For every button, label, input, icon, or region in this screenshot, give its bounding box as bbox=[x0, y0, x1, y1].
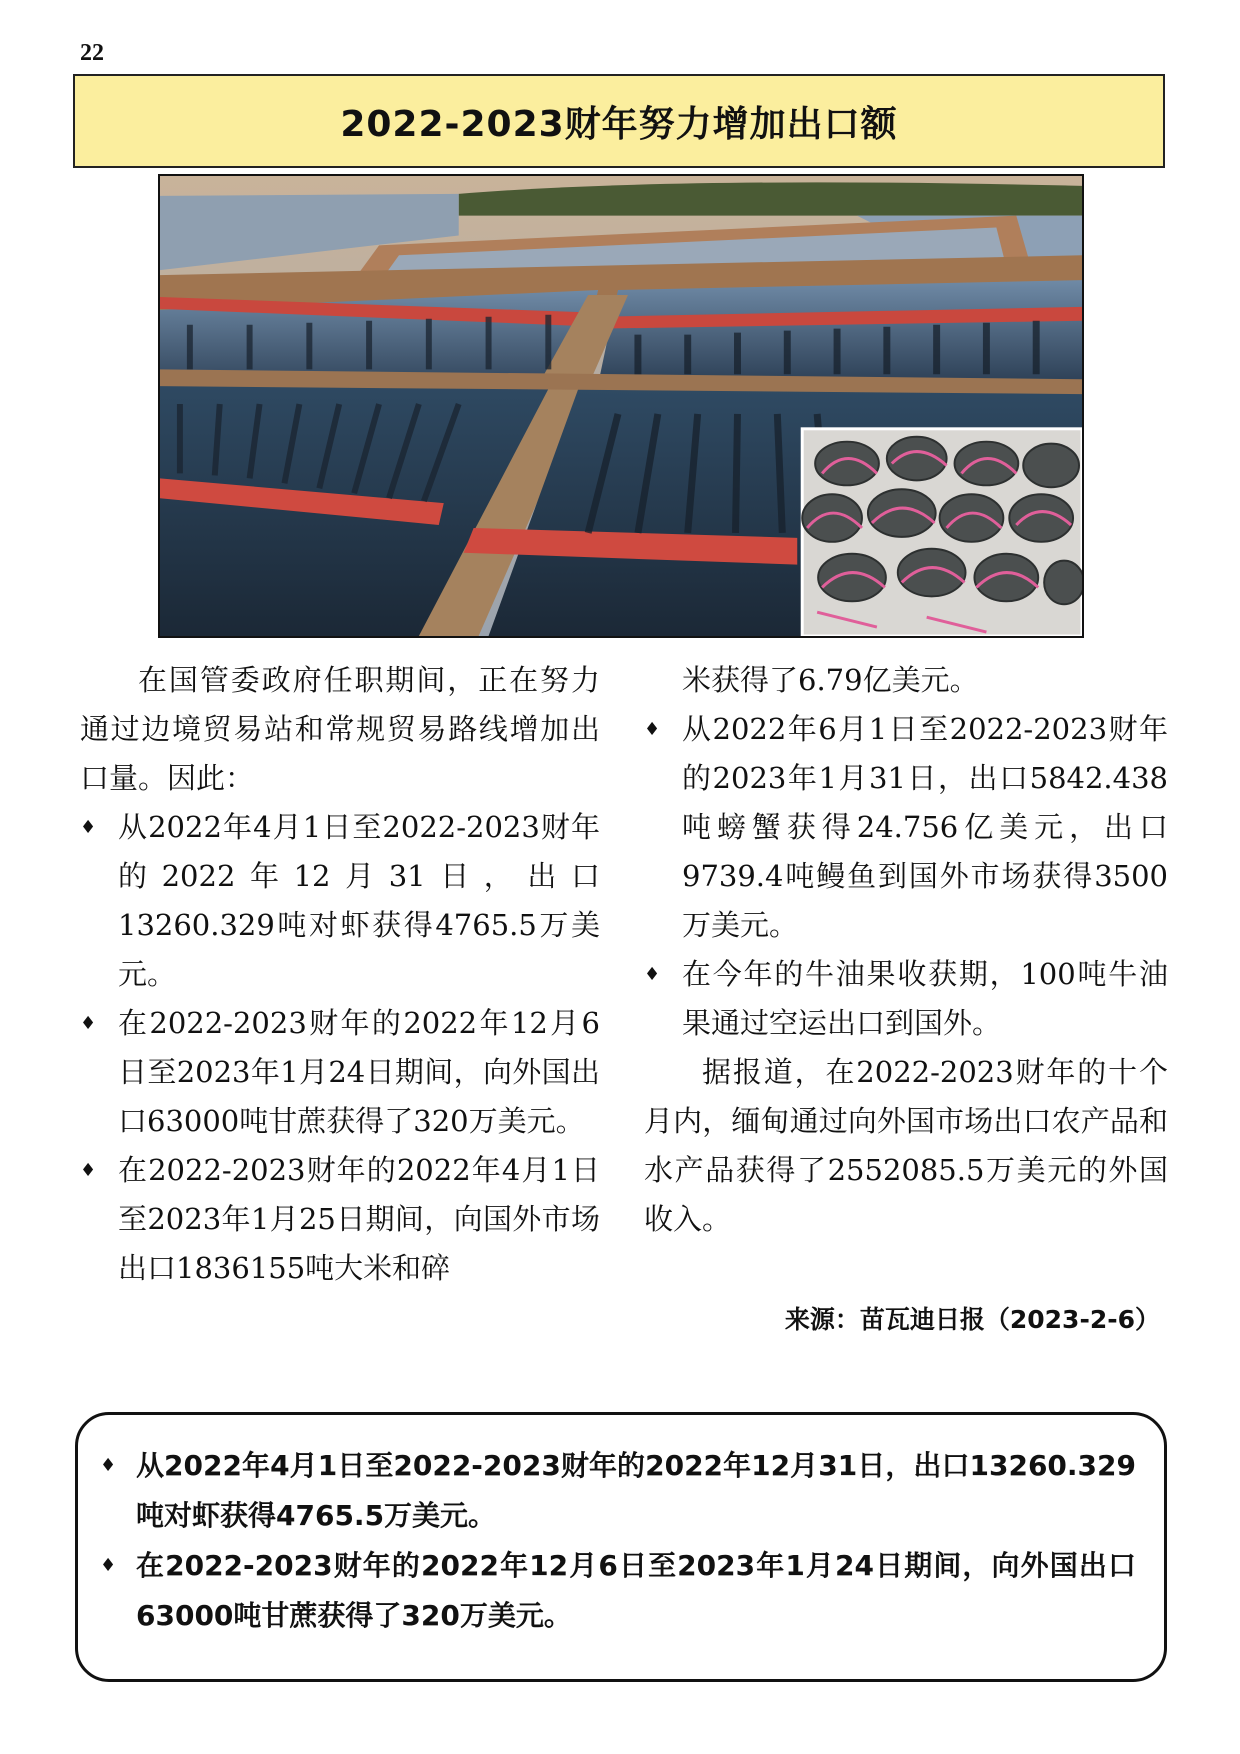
aquaculture-ponds-illustration bbox=[160, 176, 1082, 636]
bullet-continuation: 米获得了6.79亿美元。 bbox=[682, 663, 979, 697]
intro-paragraph: 在国管委政府任职期间，正在努力通过边境贸易站和常规贸易路线增加出口量。因此： bbox=[80, 663, 600, 795]
summary-box bbox=[75, 1412, 1167, 1682]
title-banner bbox=[73, 74, 1165, 168]
closing-paragraph: 据报道，在2022-2023财年的十个月内，缅甸通过向外国市场出口农产品和水产品获得了2552085.5万美元的外国收入。 bbox=[644, 1055, 1168, 1236]
list-item: ♦ 在今年的牛油果收获期，100吨牛油果通过空运出口到国外。 bbox=[644, 950, 1168, 1048]
crab-inset bbox=[802, 429, 1082, 636]
summary-bullet-list bbox=[100, 1441, 1136, 1641]
right-column bbox=[644, 656, 1168, 1244]
list-item: ♦ 从2022年6月1日至2022-2023财年的2023年1月31日，出口5842.438吨螃蟹获得24.756亿美元，出口9739.4吨鳗鱼到国外市场获得3500万美元。 bbox=[644, 705, 1168, 950]
page-number: 22 bbox=[80, 40, 104, 66]
left-column bbox=[80, 656, 600, 1293]
list-item: ♦ 从2022年4月1日至2022-2023财年的2022年12月31日，出口13260.329吨对虾获得4765.5万美元。 bbox=[100, 1441, 1136, 1541]
list-item: ♦ 在2022-2023财年的2022年12月6日至2023年1月24日期间，向外国出口63000吨甘蔗获得了320万美元。 bbox=[80, 999, 600, 1146]
left-bullet-list bbox=[80, 803, 600, 1293]
aquaculture-photo bbox=[158, 174, 1084, 638]
list-item: ♦ 从2022年4月1日至2022-2023财年的2022年12月31日，出口13260.329吨对虾获得4765.5万美元。 bbox=[80, 803, 600, 999]
right-bullet-list bbox=[644, 705, 1168, 1048]
list-item: ♦ 在2022-2023财年的2022年12月6日至2023年1月24日期间，向外国出口63000吨甘蔗获得了320万美元。 bbox=[100, 1541, 1136, 1641]
list-item: ♦ 在2022-2023财年的2022年4月1日至2023年1月25日期间，向国外市场出口1836155吨大米和碎 bbox=[80, 1146, 600, 1293]
source-credit: 来源：苗瓦迪日报（2023-2-6） bbox=[784, 1305, 1160, 1334]
page-title: 2022-2023财年努力增加出口额 bbox=[340, 103, 898, 145]
